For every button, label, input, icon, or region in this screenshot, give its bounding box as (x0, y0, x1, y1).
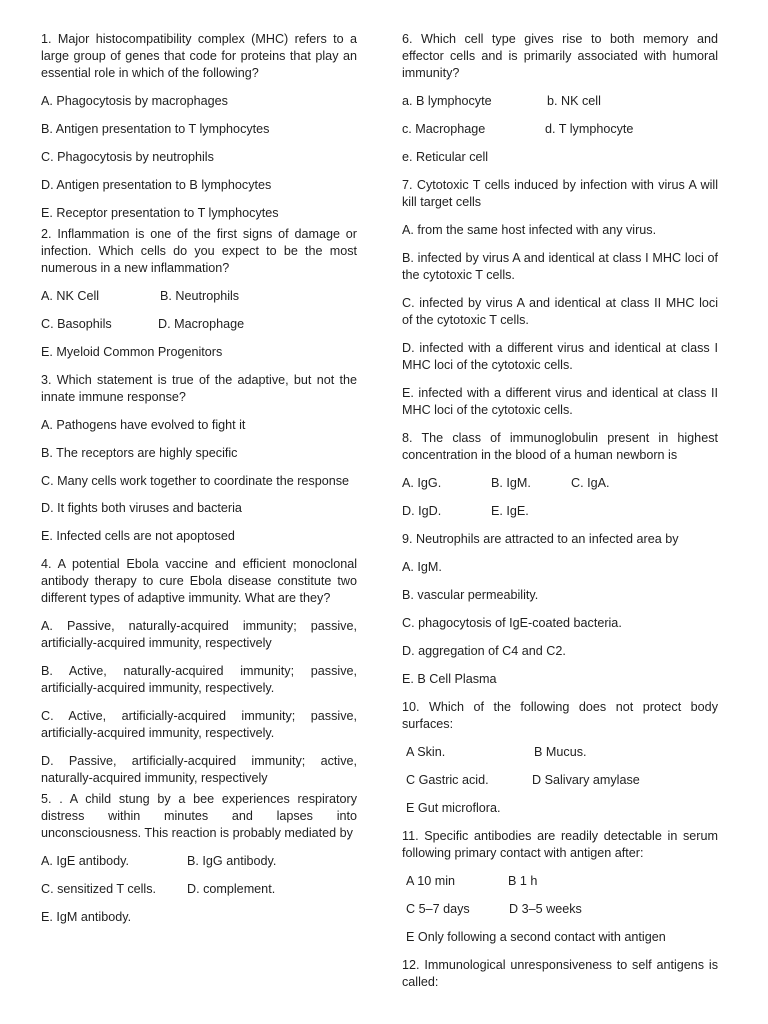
question-10-option-e: E Gut microflora. (406, 801, 501, 815)
question-6-options-ab (402, 93, 718, 110)
left-column (41, 31, 357, 937)
question-8-option-a: A. IgG. (402, 476, 442, 490)
question-9-option-e: E. B Cell Plasma (402, 672, 497, 686)
question-7-option-a: A. from the same host infected with any virus. (402, 223, 657, 237)
question-5-stem: 5. . A child stung by a bee experiences respiratory distress within minutes and lapses into unconsciousness. This reaction is probably mediated by (41, 792, 357, 840)
question-10-option-c: C Gastric acid. (406, 773, 489, 787)
question-1-option-b: B. Antigen presentation to T lymphocytes (41, 122, 270, 136)
question-7-option-b: B. infected by virus A and identical at class I MHC loci of the cytotoxic T cells. (402, 251, 718, 282)
question-10-options-cd (402, 772, 718, 789)
question-1-option-e: E. Receptor presentation to T lymphocytes (41, 206, 279, 220)
question-12-stem: 12. Immunological unresponsiveness to self antigens is called: (402, 958, 718, 989)
question-1-option-d: D. Antigen presentation to B lymphocytes (41, 178, 272, 192)
question-9-stem: 9. Neutrophils are attracted to an infected area by (402, 532, 679, 546)
question-3-option-e: E. Infected cells are not apoptosed (41, 529, 235, 543)
question-9-option-d: D. aggregation of C4 and C2. (402, 644, 566, 658)
question-3-option-d: D. It fights both viruses and bacteria (41, 501, 242, 515)
question-8-option-e: E. IgE. (491, 504, 529, 518)
question-9-option-c: C. phagocytosis of IgE-coated bacteria. (402, 616, 622, 630)
question-7-option-d: D. infected with a different virus and identical at class I MHC loci of the cytotoxic cells. (402, 341, 718, 372)
question-2-option-e: E. Myeloid Common Progenitors (41, 345, 223, 359)
question-8-option-b: B. IgM. (491, 476, 531, 490)
right-column (402, 31, 718, 1002)
question-2-option-d: D. Macrophage (158, 317, 245, 331)
question-10-option-b: B Mucus. (534, 745, 587, 759)
question-6-option-d: d. T lymphocyte (545, 122, 634, 136)
question-2-option-c: C. Basophils (41, 317, 112, 331)
question-5-option-a: A. IgE antibody. (41, 854, 129, 868)
question-8-stem: 8. The class of immunoglobulin present in highest concentration in the blood of a human newborn is (402, 431, 718, 462)
question-6-stem: 6. Which cell type gives rise to both memory and effector cells and is primarily associated with humoral immunity? (402, 32, 718, 80)
question-2-option-b: B. Neutrophils (160, 289, 240, 303)
question-4-option-c: C. Active, artificially-acquired immunity; passive, artificially-acquired immunity, respectively. (41, 709, 357, 740)
question-8-option-d: D. IgD. (402, 504, 442, 518)
question-11-option-b: B 1 h (508, 874, 538, 888)
question-10-option-d: D Salivary amylase (532, 773, 640, 787)
question-6-option-b: b. NK cell (547, 94, 601, 108)
question-9-option-b: B. vascular permeability. (402, 588, 539, 602)
question-11-options-cd (402, 901, 718, 918)
question-5-option-d: D. complement. (187, 882, 276, 896)
question-6-option-c: c. Macrophage (402, 122, 486, 136)
question-6-option-a: a. B lymphocyte (402, 94, 492, 108)
question-5-options-ab (41, 853, 357, 870)
question-10-option-a: A Skin. (406, 745, 446, 759)
question-7-option-e: E. infected with a different virus and identical at class II MHC loci of the cytotoxic cells. (402, 386, 718, 417)
question-9-option-a: A. IgM. (402, 560, 442, 574)
question-8-options-de (402, 503, 718, 520)
question-5-option-c: C. sensitized T cells. (41, 882, 157, 896)
question-8-options-abc (402, 475, 718, 492)
question-11-option-a: A 10 min (406, 874, 456, 888)
question-11-stem: 11. Specific antibodies are readily detectable in serum following primary contact with antigen after: (402, 829, 718, 860)
question-5-options-cd (41, 881, 357, 898)
question-1-stem: 1. Major histocompatibility complex (MHC) refers to a large group of genes that code for proteins that play an essential role in which of the following? (41, 32, 357, 80)
question-2-option-a: A. NK Cell (41, 289, 100, 303)
question-4-stem: 4. A potential Ebola vaccine and efficient monoclonal antibody therapy to cure Ebola disease constitute two different types of adaptive immunity. What are they? (41, 557, 357, 605)
question-11-option-d: D 3–5 weeks (509, 902, 582, 916)
question-11-option-c: C 5–7 days (406, 902, 470, 916)
question-3-option-b: B. The receptors are highly specific (41, 446, 238, 460)
question-8-option-c: C. IgA. (571, 476, 610, 490)
question-7-option-c: C. infected by virus A and identical at class II MHC loci of the cytotoxic T cells. (402, 296, 718, 327)
question-2-stem: 2. Inflammation is one of the first signs of damage or infection. Which cells do you expect to be the most numerous in a new inflammation? (41, 227, 357, 275)
question-4-option-a: A. Passive, naturally-acquired immunity; passive, artificially-acquired immunity, respectively (41, 619, 357, 650)
question-1-option-c: C. Phagocytosis by neutrophils (41, 150, 214, 164)
question-5-option-b: B. IgG antibody. (187, 854, 277, 868)
question-2-options-ab (41, 288, 357, 305)
question-7-stem: 7. Cytotoxic T cells induced by infection with virus A will kill target cells (402, 178, 718, 209)
question-4-option-d: D. Passive, artificially-acquired immunity; active, naturally-acquired immunity, respectively (41, 754, 357, 785)
question-10-options-ab (402, 744, 718, 761)
question-3-option-c: C. Many cells work together to coordinate the response (41, 474, 350, 488)
question-4-option-b: B. Active, naturally-acquired immunity; passive, artificially-acquired immunity, respectively. (41, 664, 357, 695)
question-6-options-cd (402, 121, 718, 138)
question-6-option-e: e. Reticular cell (402, 150, 489, 164)
question-3-stem: 3. Which statement is true of the adaptive, but not the innate immune response? (41, 373, 357, 404)
question-3-option-a: A. Pathogens have evolved to fight it (41, 418, 246, 432)
question-1-option-a: A. Phagocytosis by macrophages (41, 94, 228, 108)
question-2-options-cd (41, 316, 357, 333)
question-10-stem: 10. Which of the following does not protect body surfaces: (402, 700, 718, 731)
question-5-option-e: E. IgM antibody. (41, 910, 132, 924)
question-11-option-e: E Only following a second contact with antigen (406, 930, 666, 944)
question-11-options-ab (402, 873, 718, 890)
